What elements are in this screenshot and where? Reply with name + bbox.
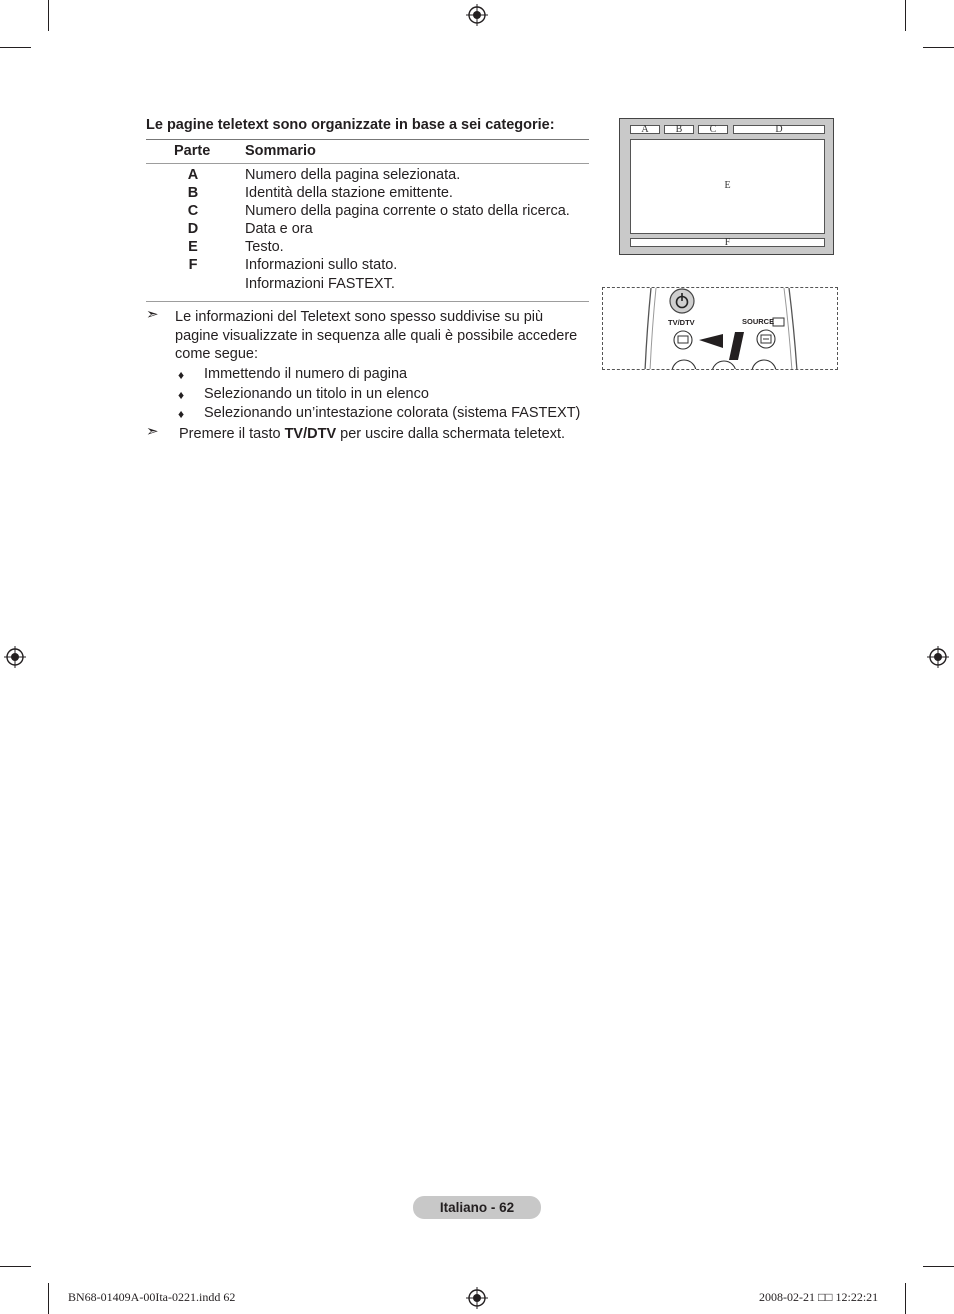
crop-mark (0, 47, 31, 48)
part-summary: Numero della pagina selezionata. (245, 167, 461, 183)
note-text-line: Le informazioni del Teletext sono spesso suddivise su più (175, 309, 544, 325)
part-summary-extra: Informazioni FASTEXT. (245, 276, 395, 292)
page-number-badge: Italiano - 62 (413, 1196, 541, 1219)
part-summary: Numero della pagina corrente o stato della ricerca. (245, 203, 570, 219)
registration-mark-icon (466, 4, 488, 26)
crop-mark (923, 47, 954, 48)
remote-illustration (602, 287, 838, 370)
part-letter: C (187, 203, 199, 219)
footer-file-name: BN68-01409A-00Ita-0221.indd 62 (68, 1290, 236, 1304)
column-header-summary: Sommario (245, 143, 316, 159)
note-arrow-icon: ➣ (146, 306, 159, 323)
teletext-diagram (619, 118, 834, 255)
part-letter: F (188, 257, 198, 273)
bullet-item: Selezionando un’intestazione colorata (sistema FASTEXT) (204, 405, 581, 421)
divider (146, 301, 589, 302)
section-heading: Le pagine teletext sono organizzate in base a sei categorie: (146, 117, 555, 133)
crop-mark (0, 1266, 31, 1267)
tv-dtv-label: TV/DTV (668, 318, 695, 327)
part-summary: Testo. (245, 239, 284, 255)
registration-mark-icon (927, 646, 949, 668)
part-summary: Data e ora (245, 221, 313, 237)
part-letter: D (187, 221, 199, 237)
column-header-part: Parte (174, 143, 211, 159)
diamond-bullet-icon: ♦ (178, 388, 185, 402)
source-label: SOURCE (742, 317, 775, 326)
divider (146, 163, 589, 164)
note-arrow-icon: ➣ (146, 423, 159, 440)
crop-mark (905, 0, 906, 31)
teletext-box-f: F (630, 238, 825, 247)
note-key-name: TV/DTV (284, 426, 337, 442)
teletext-box-b: B (664, 125, 694, 134)
note-text-line: come segue: (175, 346, 259, 362)
teletext-box-a: A (630, 125, 660, 134)
part-letter: B (187, 185, 199, 201)
divider (146, 139, 589, 140)
bullet-item: Selezionando un titolo in un elenco (204, 386, 429, 402)
part-summary: Identità della stazione emittente. (245, 185, 453, 201)
part-letter: E (188, 239, 198, 255)
note-text (179, 425, 565, 444)
bullet-item: Immettendo il numero di pagina (204, 366, 408, 382)
crop-mark (48, 1283, 49, 1314)
part-summary: Informazioni sullo stato. (245, 257, 398, 273)
crop-mark (48, 0, 49, 31)
note-text-line: pagine visualizzate in sequenza alle quali è possibile accedere (175, 328, 578, 344)
teletext-box-d: D (733, 125, 825, 134)
teletext-box-c: C (698, 125, 728, 134)
remote-body-icon (603, 288, 838, 370)
crop-mark (905, 1283, 906, 1314)
part-letter: A (187, 167, 199, 183)
diamond-bullet-icon: ♦ (178, 407, 185, 421)
crop-mark (923, 1266, 954, 1267)
teletext-box-e: E (630, 139, 825, 234)
registration-mark-icon (466, 1287, 488, 1309)
footer-timestamp: 2008-02-21 □□ 12:22:21 (759, 1290, 879, 1304)
diamond-bullet-icon: ♦ (178, 368, 185, 382)
note-text-before: Premere il tasto (179, 426, 285, 442)
registration-mark-icon (4, 646, 26, 668)
note-text-after: per uscire dalla schermata teletext. (336, 426, 566, 442)
